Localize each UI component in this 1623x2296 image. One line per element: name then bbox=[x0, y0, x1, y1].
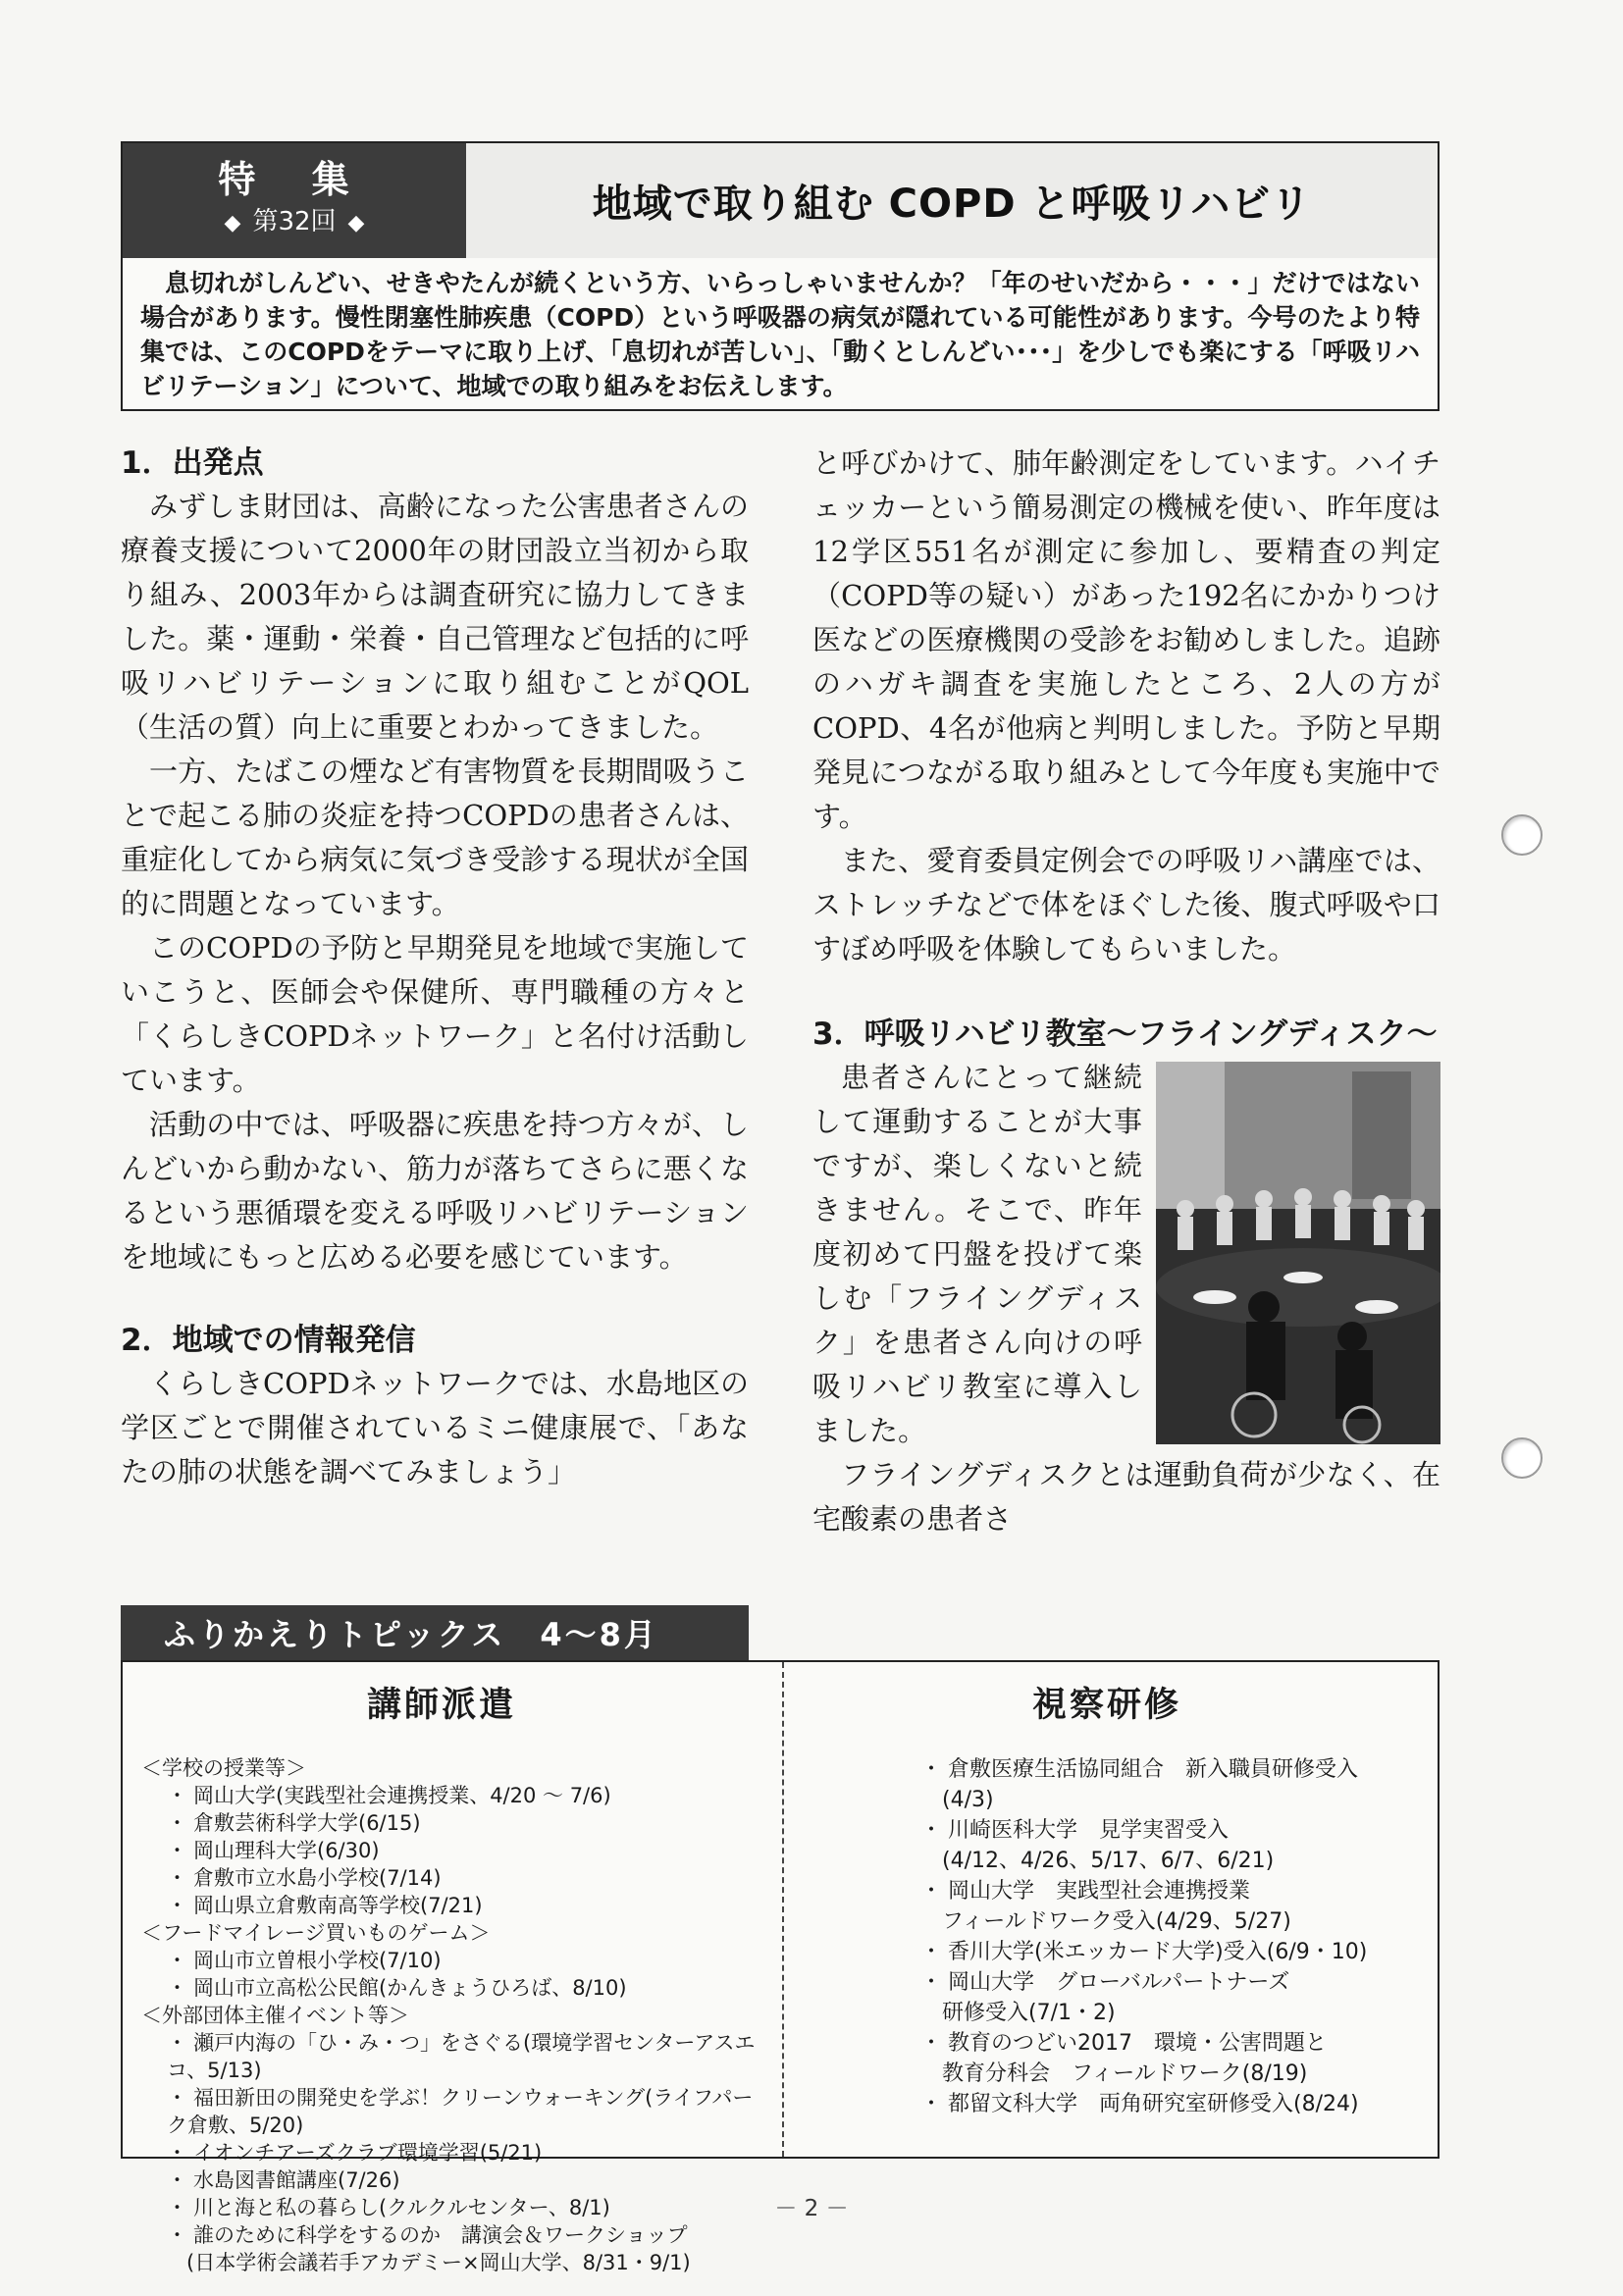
bullet-icon: ・ bbox=[920, 1757, 943, 1782]
topics-heading: ふりかえりトピックス 4～8月 bbox=[121, 1605, 749, 1660]
feature-label: 特 集 bbox=[218, 158, 371, 201]
bullet-icon: ・ bbox=[920, 1879, 943, 1904]
binder-hole-icon bbox=[1501, 1437, 1543, 1479]
lecturer-dispatch-column bbox=[137, 1682, 765, 2276]
lecturer-item-text: 誰のために科学をするのか 講演会＆ワークショップ bbox=[193, 2223, 688, 2247]
site-visit-item bbox=[920, 1876, 1431, 1937]
lecturer-item bbox=[167, 1782, 765, 1809]
site-visit-heading: 視察研修 bbox=[1031, 1686, 1181, 1725]
bullet-icon: ・ bbox=[167, 1976, 187, 2000]
issue-number: 第32回 bbox=[252, 207, 337, 236]
lecturer-item-text: 岡山市立高松公民館(かんきょうひろば、8/10) bbox=[193, 1976, 627, 2000]
bullet-icon: ・ bbox=[920, 2092, 943, 2116]
article-right-column bbox=[812, 442, 1440, 1541]
lecturer-item-text: 岡山県立倉敷南高等学校(7/21) bbox=[193, 1894, 483, 1917]
section-1-paragraph: このCOPDの予防と早期発見を地域で実施していこうと、医師会や保健所、専門職種の方々と「くらしきCOPDネットワーク」と名付け活動しています。 bbox=[121, 931, 749, 1097]
page-title: 地域で取り組む COPD と呼吸リハビリ bbox=[592, 182, 1312, 227]
lecturer-item-text: 福田新田の開発史を学ぶ！クリーンウォーキング(ライフパーク倉敷、5/20) bbox=[167, 2086, 754, 2137]
bullet-icon: ・ bbox=[167, 1894, 187, 1917]
lecturer-item bbox=[167, 2221, 765, 2249]
feature-header bbox=[121, 141, 1440, 260]
lecturer-item-text: イオンチアーズクラブ環境学習(5/21) bbox=[193, 2141, 543, 2165]
feature-label-block bbox=[123, 143, 466, 258]
site-visit-item bbox=[920, 1815, 1431, 1876]
section-2-paragraph: くらしきCOPDネットワークでは、水島地区の学区ごとで開催されているミニ健康展で、「あなたの肺の状態を調べてみましょう」 bbox=[121, 1367, 749, 1488]
diamond-icon: ◆ bbox=[224, 211, 241, 235]
lecturer-item bbox=[167, 1947, 765, 1974]
lecturer-item bbox=[167, 2084, 765, 2139]
article-left-column bbox=[121, 442, 749, 1494]
bullet-icon: ・ bbox=[167, 2168, 187, 2192]
lecturer-item bbox=[167, 1809, 765, 1837]
bullet-icon: ・ bbox=[920, 2031, 943, 2056]
lecturer-item-text: 瀬戸内海の「ひ・み・つ」をさぐる(環境学習センターアスエコ、5/13) bbox=[167, 2031, 756, 2082]
bullet-icon: ・ bbox=[920, 1970, 943, 1995]
lecturer-item-text: 岡山市立曽根小学校(7/10) bbox=[193, 1949, 442, 1972]
site-visit-text: 倉敷医療生活協同組合 新入職員研修受入 bbox=[948, 1757, 1359, 1782]
lecturer-category: ＜フードマイレージ買いものゲーム＞ bbox=[141, 1921, 491, 1945]
site-visit-text: 香川大学(米エッカード大学)受入(6/9・10) bbox=[948, 1940, 1368, 1964]
lecturer-item-text: 倉敷市立水島小学校(7/14) bbox=[193, 1866, 442, 1890]
bullet-icon: ・ bbox=[167, 2223, 187, 2247]
lecturer-category: ＜外部団体主催イベント等＞ bbox=[141, 2004, 409, 2027]
bullet-icon: ・ bbox=[167, 1866, 187, 1890]
site-visit-text: 岡山大学 実践型社会連携授業 bbox=[948, 1879, 1251, 1904]
site-visit-text-continued: (4/12、4/26、5/17、6/7、6/21) bbox=[942, 1849, 1275, 1873]
site-visit-text-continued: 研修受入(7/1・2) bbox=[942, 2001, 1116, 2025]
bullet-icon: ・ bbox=[167, 2141, 187, 2165]
bullet-icon: ・ bbox=[920, 1940, 943, 1964]
site-visit-item bbox=[920, 1967, 1431, 2028]
lecturer-item bbox=[167, 2139, 765, 2166]
site-visit-item bbox=[920, 1937, 1431, 1967]
site-visit-item bbox=[920, 2089, 1431, 2119]
lecturer-item bbox=[167, 1864, 765, 1892]
diamond-icon: ◆ bbox=[347, 211, 365, 235]
binder-hole-icon bbox=[1501, 814, 1543, 856]
site-visit-text: 都留文科大学 両角研究室研修受入(8/24) bbox=[948, 2092, 1359, 2116]
lecturer-item bbox=[167, 1837, 765, 1864]
section-3-heading: 3．呼吸リハビリ教室～フライングディスク～ bbox=[812, 1017, 1438, 1052]
lecturer-item bbox=[167, 1892, 765, 1919]
bullet-icon: ・ bbox=[167, 1949, 187, 1972]
issue-label bbox=[123, 202, 466, 243]
section-2-paragraph-continued: と呼びかけて、肺年齢測定をしています。ハイチェッカーという簡易測定の機械を使い、昨年度は12学区551名が測定に参加し、要精査の判定（COPD等の疑い）があった192名にかかりつけ医などの医療機関の受診をお勧めしました。追跡のハガキ調査を実施したところ、2人の方がCOPD、4名が他病と判明しました。予防と早期発見につながる取り組みとして今年度も実施中です。 bbox=[812, 446, 1440, 833]
site-visit-column bbox=[920, 1682, 1431, 2119]
bullet-icon: ・ bbox=[167, 1839, 187, 1862]
bullet-icon: ・ bbox=[167, 1784, 187, 1807]
section-1-paragraph: 一方、たばこの煙など有害物質を長期間吸うことで起こる肺の炎症を持つCOPDの患者さんは、重症化してから病気に気づき受診する現状が全国的に問題となっています。 bbox=[121, 755, 749, 920]
site-visit-text: 岡山大学 グローバルパートナーズ bbox=[948, 1970, 1290, 1995]
section-1-paragraph: 活動の中では、呼吸器に疾患を持つ方々が、しんどいから動かない、筋力が落ちてさらに悪くなるという悪循環を変える呼吸リハビリテーションを地域にもっと広める必要を感じています。 bbox=[121, 1108, 749, 1274]
section-2-paragraph: また、愛育委員定例会での呼吸リハ講座では、ストレッチなどで体をほぐした後、腹式呼吸や口すぼめ呼吸を体験してもらいました。 bbox=[812, 844, 1440, 965]
lecturer-item bbox=[167, 2029, 765, 2084]
bullet-icon: ・ bbox=[167, 1811, 187, 1835]
lecturer-item bbox=[167, 1974, 765, 2002]
lecturer-item-text: 岡山理科大学(6/30) bbox=[193, 1839, 380, 1862]
section-1-paragraph: みずしま財団は、高齢になった公害患者さんの療養支援について2000年の財団設立当初から取り組み、2003年からは調査研究に協力してきました。薬・運動・栄養・自己管理など包括的に呼吸リハビリテーションに取り組むことがQOL（生活の質）向上に重要とわかってきました。 bbox=[121, 490, 749, 744]
site-visit-text-continued: 教育分科会 フィールドワーク(8/19) bbox=[942, 2061, 1308, 2086]
lecturer-item-text: 水島図書館講座(7/26) bbox=[193, 2168, 400, 2192]
lecturer-item-text: 岡山大学(実践型社会連携授業、4/20 ～ 7/6) bbox=[193, 1784, 611, 1807]
lecturer-item-continued: (日本学術会議若手アカデミー×岡山大学、8/31・9/1) bbox=[186, 2251, 691, 2274]
intro-text: 息切れがしんどい、せきやたんが続くという方、いらっしゃいませんか？「年のせいだから・・・」だけではない場合があります。慢性閉塞性肺疾患（COPD）という呼吸器の病気が隠れている可能性があります。今号のたより特集では、このCOPDをテーマに取り上げ、「息切れが苦しい」、「動くとしんどい･･･」を少しでも楽にする「呼吸リハビリテーション」について、地域での取り組みをお伝えします。 bbox=[140, 269, 1420, 400]
bullet-icon: ・ bbox=[167, 2196, 187, 2219]
lecturer-item-text: 川と海と私の暮らし(クルクルセンター、8/1) bbox=[193, 2196, 610, 2219]
bullet-icon: ・ bbox=[167, 2086, 187, 2110]
topics-divider bbox=[782, 1662, 784, 2157]
site-visit-text: 川崎医科大学 見学実習受入 bbox=[948, 1818, 1230, 1843]
bullet-icon: ・ bbox=[920, 1818, 943, 1843]
site-visit-item bbox=[920, 1754, 1431, 1815]
lecturer-dispatch-heading: 講師派遣 bbox=[366, 1686, 516, 1725]
lecturer-category: ＜学校の授業等＞ bbox=[141, 1756, 306, 1780]
section-2-heading: 2．地域での情報発信 bbox=[121, 1323, 416, 1358]
section-1-heading: 1．出発点 bbox=[121, 445, 264, 481]
intro-box bbox=[121, 258, 1440, 411]
section-3-paragraph: 患者さんにとって継続して運動することが大事ですが、楽しくないと続きません。そこで、昨年度初めて円盤を投げて楽しむ「フライングディスク」を患者さん向けの呼吸リハビリ教室に導入しました。 bbox=[812, 1061, 1142, 1447]
bullet-icon: ・ bbox=[167, 2031, 187, 2055]
site-visit-item bbox=[920, 2028, 1431, 2089]
page-number: － 2 － bbox=[774, 2196, 849, 2221]
lecturer-item-text: 倉敷芸術科学大学(6/15) bbox=[193, 1811, 421, 1835]
section-3-paragraph: フライングディスクとは運動負荷が少なく、在宅酸素の患者さ bbox=[812, 1458, 1440, 1536]
site-visit-text-continued: (4/3) bbox=[942, 1788, 994, 1812]
site-visit-text-continued: フィールドワーク受入(4/29、5/27) bbox=[942, 1909, 1291, 1934]
flying-disc-class-photo bbox=[1156, 1062, 1440, 1444]
site-visit-text: 教育のつどい2017 環境・公害問題と bbox=[948, 2031, 1328, 2056]
flying-disc-photo bbox=[1156, 1062, 1440, 1444]
